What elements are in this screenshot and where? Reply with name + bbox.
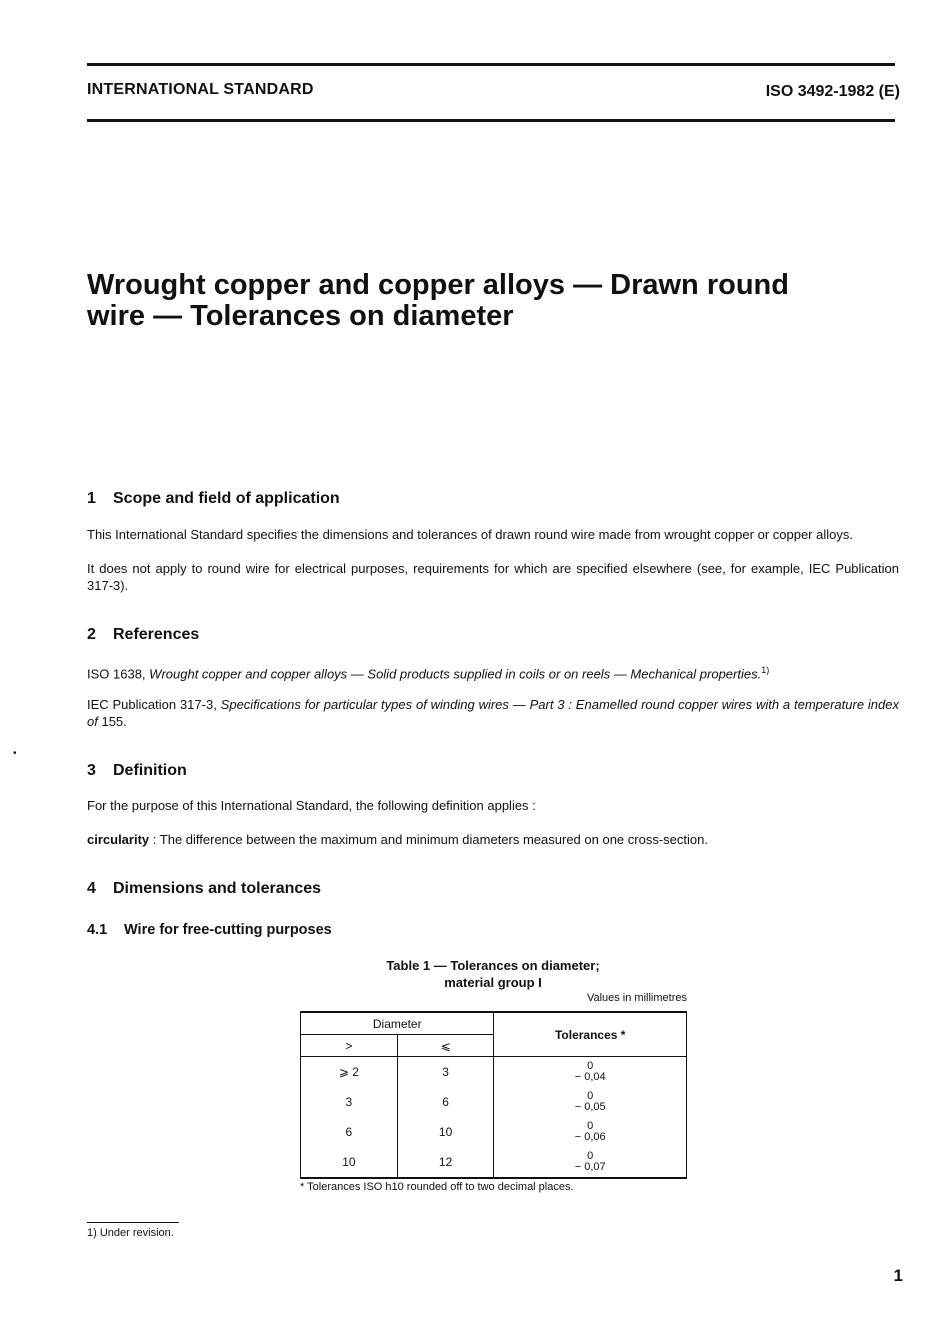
cell-diameter-to: 10: [397, 1117, 494, 1147]
cell-tolerance: [494, 1117, 687, 1147]
header-document-id: ISO 3492-1982 (E): [765, 83, 900, 100]
table-row: [301, 1147, 687, 1178]
section-title: Definition: [113, 762, 187, 779]
reference-iec-317-3: [87, 696, 899, 730]
table-caption: [300, 957, 686, 991]
page-number: 1: [893, 1266, 903, 1285]
tolerance-upper: 0: [587, 1150, 594, 1162]
header-less-or-equal: ⩽: [397, 1035, 494, 1057]
table-units: Values in millimetres: [586, 992, 687, 1004]
tolerance-lower: − 0,06: [574, 1131, 606, 1143]
cell-diameter-from: ⩾ 2: [301, 1057, 398, 1088]
section-title: Dimensions and tolerances: [113, 880, 322, 897]
title-line-2: wire — Tolerances on diameter: [87, 300, 514, 332]
section-3-heading: [87, 762, 187, 780]
cell-diameter-to: 3: [397, 1057, 494, 1088]
reference-title: Wrought copper and copper alloys — Solid products supplied in coils or on reels — Mechanical properties.: [149, 666, 762, 682]
table-row: [301, 1117, 687, 1147]
cell-diameter-to: 6: [397, 1087, 494, 1117]
table-row: [301, 1057, 687, 1088]
subsection-number: 4.1: [87, 922, 108, 938]
definition-term: circularity: [87, 832, 150, 847]
header-diameter: Diameter: [301, 1012, 494, 1035]
margin-mark: •: [13, 748, 17, 759]
table-row: [301, 1087, 687, 1117]
tolerance-lower: − 0,05: [574, 1101, 606, 1113]
table-caption-line-1: Table 1 — Tolerances on diameter;: [386, 958, 600, 973]
section-1-paragraph-1: This International Standard specifies the dimensions and tolerances of drawn round wire made from wrought copper or copper alloys.: [87, 527, 853, 542]
document-title: [87, 270, 877, 332]
reference-title: Specifications for particular types of winding wires — Part 3 : Enamelled round copper wires with a temperature index of: [87, 697, 899, 729]
cell-diameter-from: 6: [301, 1117, 398, 1147]
header-standard-label: INTERNATIONAL STANDARD: [87, 81, 314, 98]
tolerance-lower: − 0,07: [574, 1161, 606, 1173]
tolerance-upper: 0: [587, 1060, 594, 1072]
header-greater-than: >: [301, 1035, 398, 1057]
definition-circularity: [87, 831, 899, 848]
tolerances-table: [300, 1011, 687, 1179]
cell-diameter-from: 10: [301, 1147, 398, 1178]
section-1-paragraph-2: It does not apply to round wire for electrical purposes, requirements for which are specified elsewhere (see, for example, IEC Publication 317-3).: [87, 561, 899, 593]
cell-diameter-to: 12: [397, 1147, 494, 1178]
subsection-title: Wire for free-cutting purposes: [124, 922, 332, 938]
footnote-rule: [87, 1222, 179, 1223]
tolerance-upper: 0: [587, 1090, 594, 1102]
header-tolerances: Tolerances *: [494, 1012, 687, 1057]
footnote-marker: 1): [761, 665, 770, 675]
cell-tolerance: [494, 1087, 687, 1117]
section-4-heading: [87, 880, 321, 898]
reference-iso-1638: [87, 662, 899, 682]
header-bottom-rule: [87, 119, 895, 122]
table-footnote: * Tolerances ISO h10 rounded off to two decimal places.: [300, 1181, 574, 1193]
tolerance-lower: − 0,04: [574, 1071, 606, 1083]
section-number: 4: [87, 880, 96, 897]
table-header-row: [301, 1012, 687, 1035]
cell-diameter-from: 3: [301, 1087, 398, 1117]
section-title: Scope and field of application: [113, 490, 340, 507]
table-caption-line-2: material group I: [444, 975, 542, 990]
section-1-heading: [87, 490, 340, 508]
reference-index-value: 155.: [101, 714, 127, 729]
page-footnote: 1) Under revision.: [87, 1227, 174, 1239]
section-3-paragraph-1: For the purpose of this International Standard, the following definition applies :: [87, 798, 536, 813]
section-title: References: [113, 626, 200, 643]
cell-tolerance: [494, 1057, 687, 1088]
header-top-rule: [87, 63, 895, 66]
tolerance-upper: 0: [587, 1120, 594, 1132]
title-line-1: Wrought copper and copper alloys — Drawn round: [87, 269, 789, 301]
section-number: 3: [87, 762, 96, 779]
reference-code: IEC Publication 317-3,: [87, 697, 217, 712]
reference-code: ISO 1638,: [87, 666, 146, 682]
section-number: 1: [87, 490, 96, 507]
subsection-4-1-heading: [87, 922, 332, 938]
section-number: 2: [87, 626, 96, 643]
cell-tolerance: [494, 1147, 687, 1178]
definition-text: : The difference between the maximum and minimum diameters measured on one cross-section.: [152, 832, 708, 847]
section-2-heading: [87, 626, 199, 644]
